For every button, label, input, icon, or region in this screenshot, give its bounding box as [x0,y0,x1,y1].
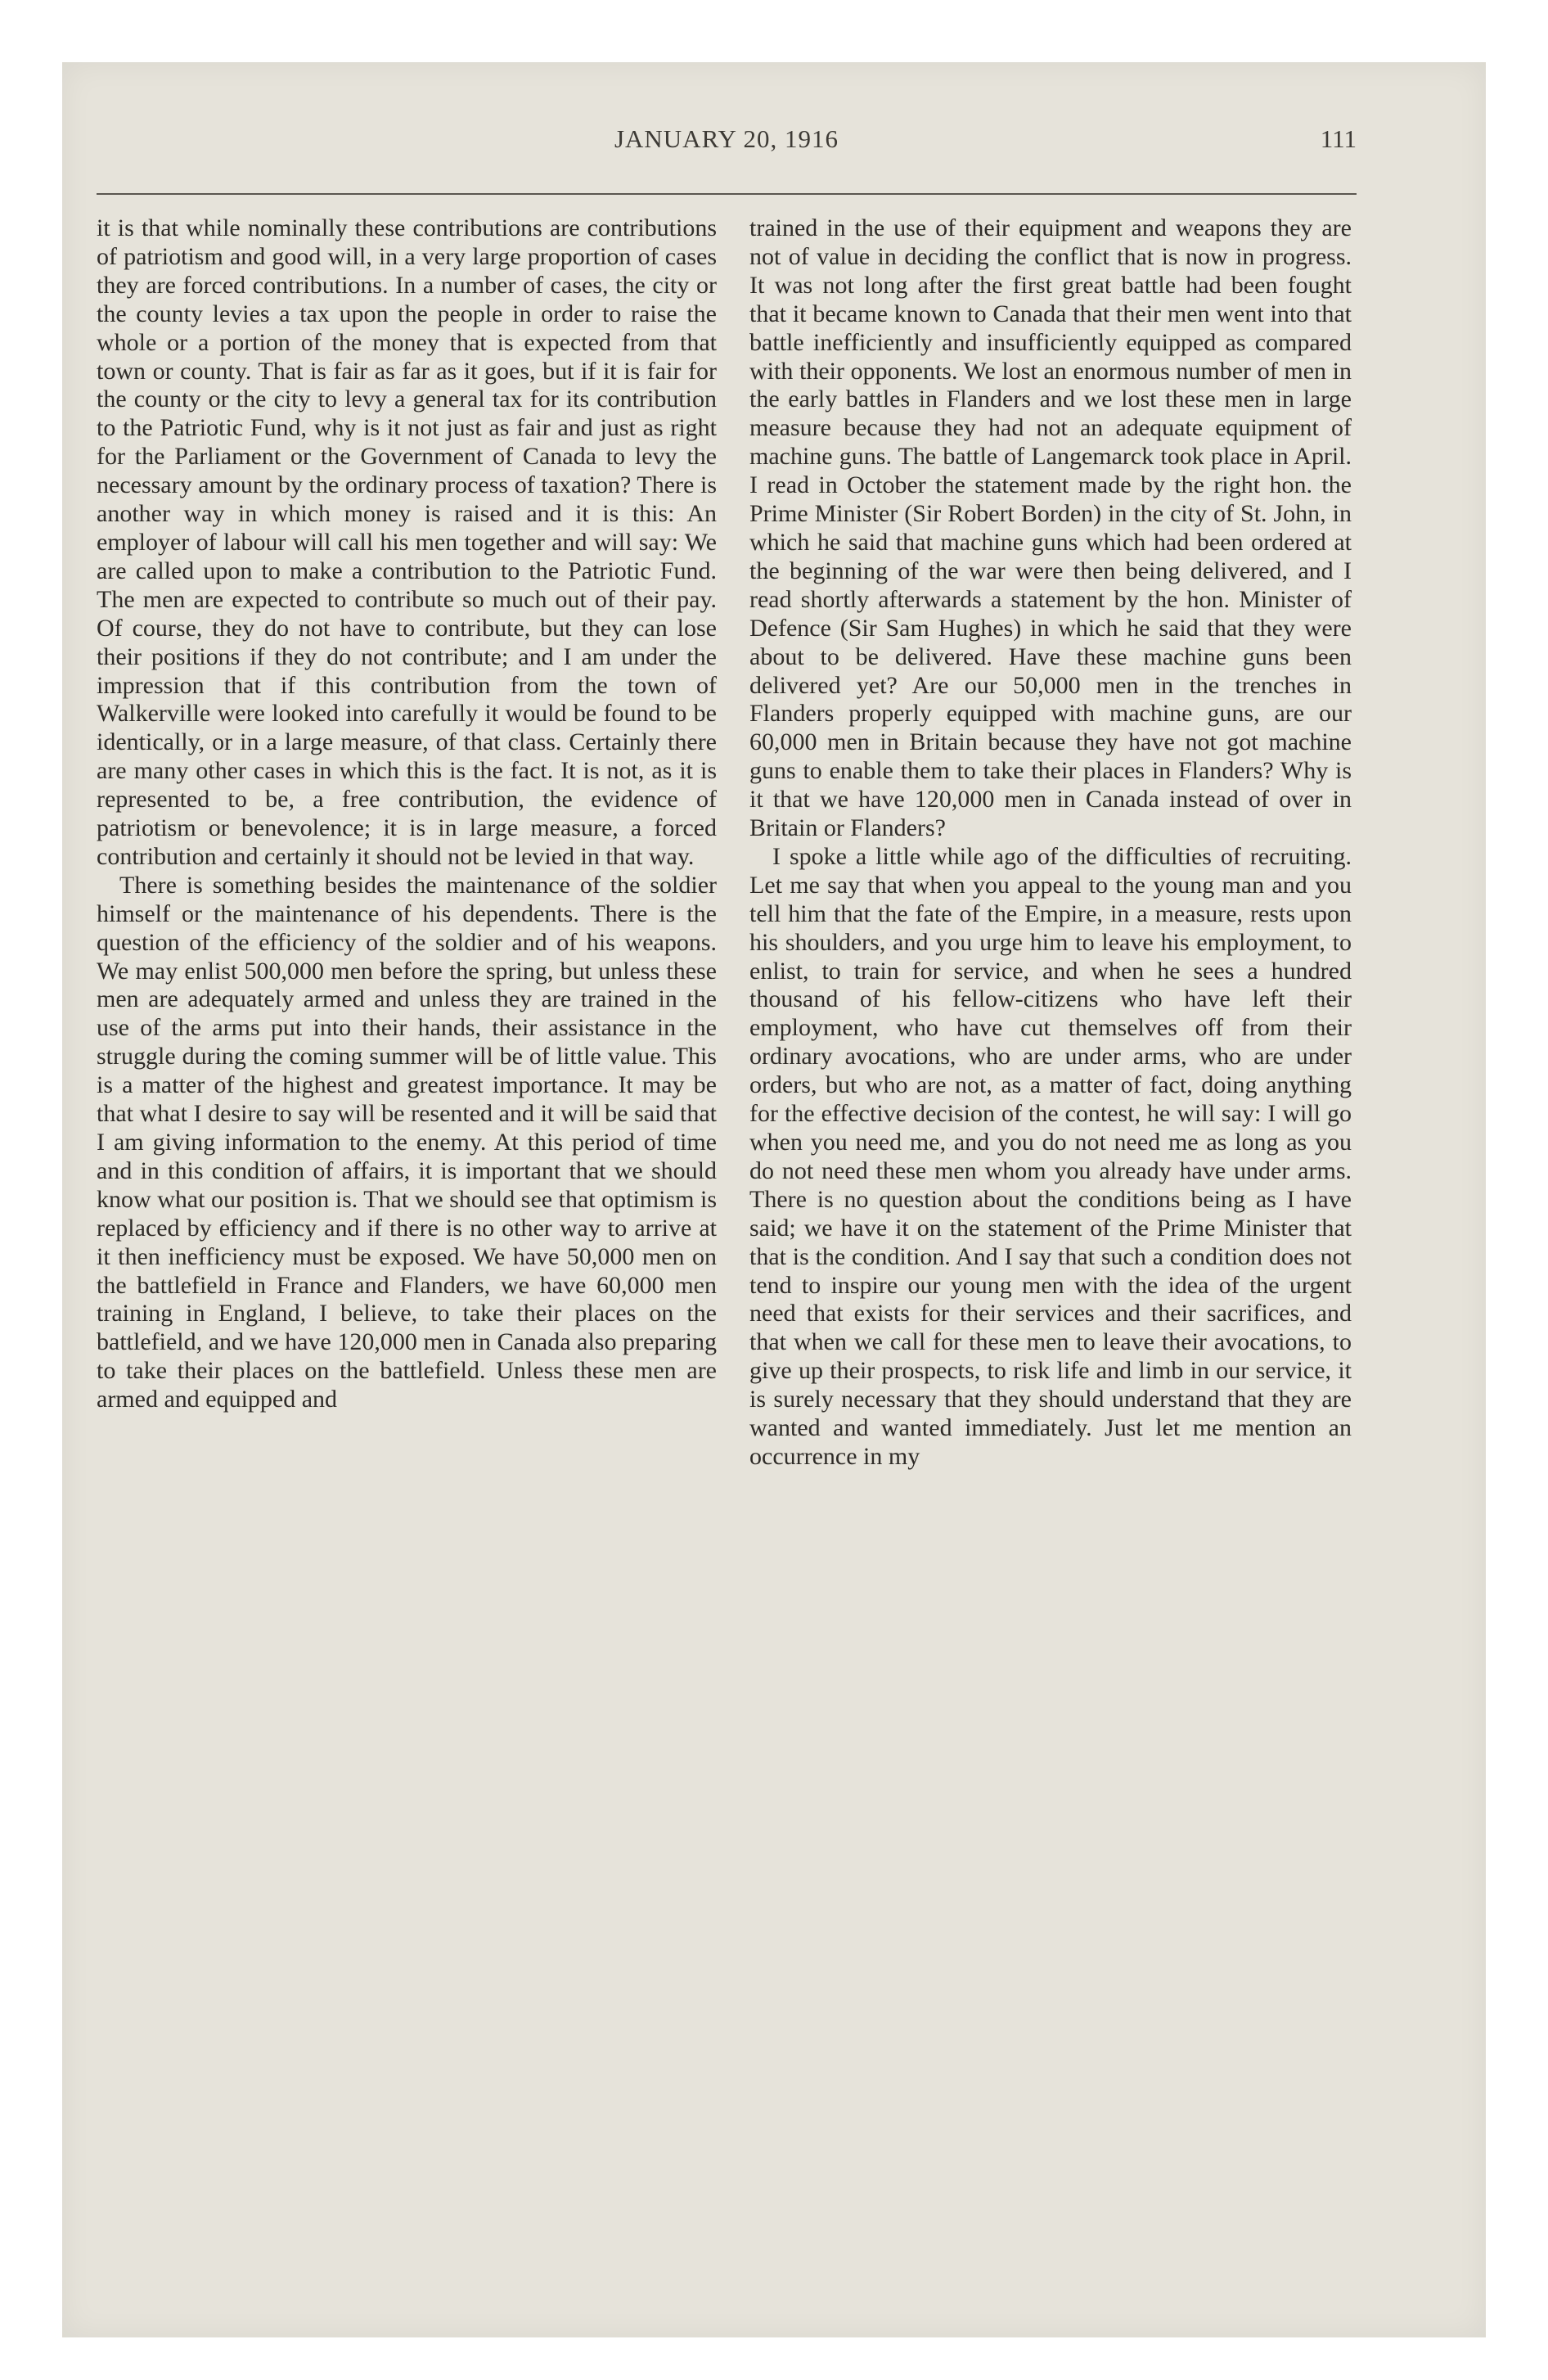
page-number: 111 [1320,124,1357,153]
right-column [749,214,1352,1472]
header-rule [97,193,1357,195]
paragraph: trained in the use of their equipment and weapons they are not of value in deciding the conflict that is now in progress. It was not long after the first great battle had been fought that it became known to Canada that their men went into that battle inefficiently and insufficiently equipped as compared with their opponents. We lost an enormous number of men in the early battles in Flanders and we lost these men in large measure because they had not an adequate equipment of machine guns. The battle of Langemarck took place in April. I read in October the statement made by the right hon. the Prime Minister (Sir Robert Borden) in the city of St. John, in which he said that machine guns which had been ordered at the beginning of the war were then being delivered, and I read shortly afterwards a statement by the hon. Minister of Defence (Sir Sam Hughes) in which he said that they were about to be delivered. Have these machine guns been delivered yet? Are our 50,000 men in the trenches in Flanders properly equipped with machine guns, are our 60,000 men in Britain because they have not got machine guns to enable them to take their places in Flanders? Why is it that we have 120,000 men in Canada instead of over in Britain or Flanders? [749,214,1352,842]
paragraph: I spoke a little while ago of the difficulties of recruiting. Let me say that when you appeal to the young man and you tell him that the fate of the Empire, in a measure, rests upon his shoulders, and you urge him to leave his employment, to enlist, to train for service, and when he sees a hundred thousand of his fellow-citizens who have left their employment, who have cut themselves off from their ordinary avocations, who are under arms, who are under orders, but who are not, as a matter of fact, doing anything for the effective decision of the contest, he will say: I will go when you need me, and you do not need me as long as you do not need these men whom you already have under arms. There is no question about the conditions being as I have said; we have it on the statement of the Prime Minister that that is the condition. And I say that such a condition does not tend to inspire our young men with the idea of the urgent need that exists for their services and their sacrifices, and that when we call for these men to leave their avocations, to give up their prospects, to risk life and limb in our service, it is surely necessary that they should understand that they are wanted and wanted immediately. Just let me mention an occurrence in my [749,842,1352,1470]
page-header [97,124,1357,164]
page-date: JANUARY 20, 1916 [614,124,839,153]
paragraph: it is that while nominally these contributions are contributions of patriotism and good will, in a very large proportion of cases they are forced contributions. In a number of cases, the city or the county levies a tax upon the people in order to raise the whole or a portion of the money that is expected from that town or county. That is fair as far as it goes, but if it is fair for the county or the city to levy a general tax for its contribution to the Patriotic Fund, why is it not just as fair and just as right for the Parliament or the Government of Canada to levy the necessary amount by the ordinary process of taxation? There is another way in which money is raised and it is this: An employer of labour will call his men together and will say: We are called upon to make a contribution to the Patriotic Fund. The men are expected to contribute so much out of their pay. Of course, they do not have to contribute, but they can lose their positions if they do not contribute; and I am under the impression that if this contribution from the town of Walkerville were looked into carefully it would be found to be identically, or in a large measure, of that class. Certainly there are many other cases in which this is the fact. It is not, as it is represented to be, a free contribution, the evidence of patriotism or benevolence; it is in large measure, a forced contribution and certainly it should not be levied in that way. [97,214,717,870]
paragraph: There is something besides the maintenance of the soldier himself or the maintenance of his dependents. There is the question of the efficiency of the soldier and of his weapons. We may enlist 500,000 men before the spring, but unless these men are adequately armed and unless they are trained in the use of the arms put into their hands, their assistance in the struggle during the coming summer will be of little value. This is a matter of the highest and greatest importance. It may be that what I desire to say will be resented and it will be said that I am giving information to the enemy. At this period of time and in this condition of affairs, it is important that we should know what our position is. That we should see that optimism is replaced by efficiency and if there is no other way to arrive at it then inefficiency must be exposed. We have 50,000 men on the battlefield in France and Flanders, we have 60,000 men training in England, I believe, to take their places on the battlefield, and we have 120,000 men in Canada also preparing to take their places on the battlefield. Unless these men are armed and equipped and [97,871,717,1413]
left-column [97,214,717,1414]
